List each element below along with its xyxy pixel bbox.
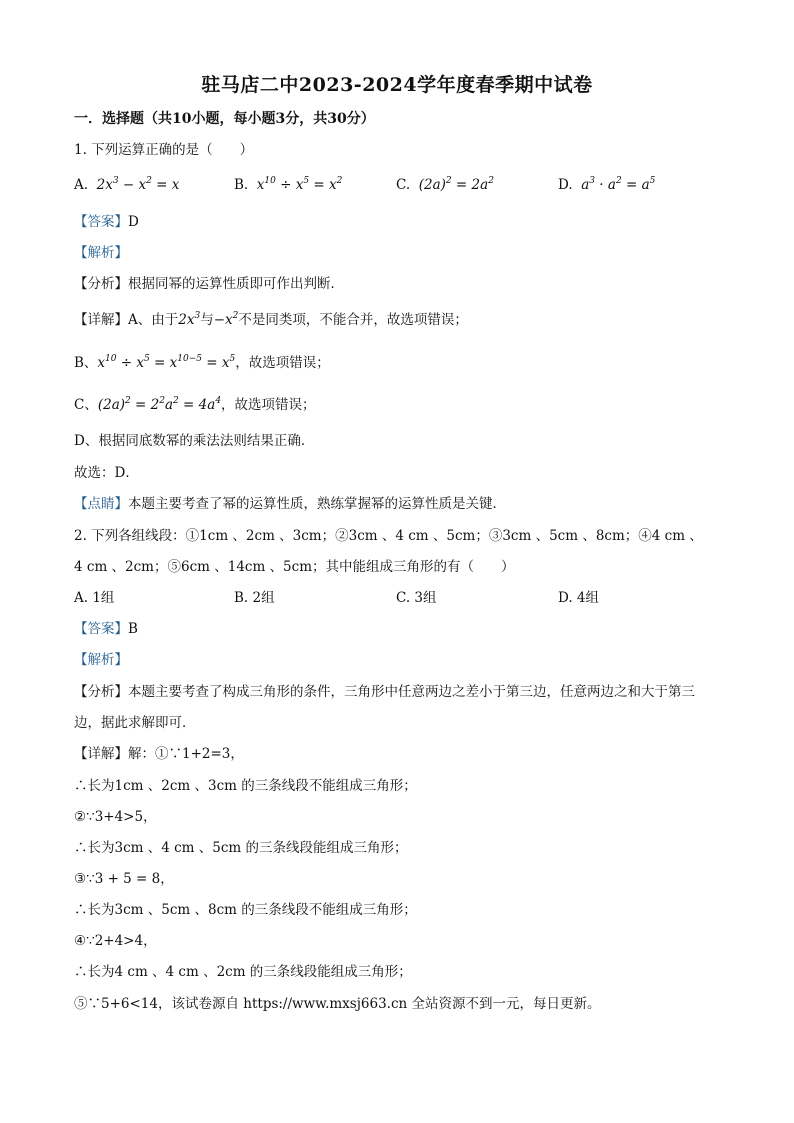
q1-option-c	[396, 176, 494, 194]
q1-answer-value: D	[128, 214, 139, 230]
analysis-tag: 【解析】	[74, 652, 128, 668]
q2-option-d: D. 4组	[558, 590, 600, 606]
q2-option-c: C. 3组	[396, 590, 437, 606]
q1-option-d-math: $a^3 \cdot a^2 = a^5$	[576, 176, 656, 193]
q2-option-b: B. 2组	[234, 590, 275, 606]
q2-step: ∴长为3cm 、5cm 、8cm 的三条线段不能组成三角形；	[74, 902, 417, 918]
q1-option-d-label: D.	[558, 177, 573, 193]
q1-dianjing	[74, 495, 506, 513]
q1-xiangjie-c-suffix: ，故选项错误；	[221, 397, 316, 413]
q2-xiangjie-step1	[74, 745, 244, 763]
q1-option-c-label: C.	[396, 177, 411, 193]
section-heading: 一．选择题（共10小题，每小题3分，共30分）	[74, 111, 375, 127]
q1-xiangjie-c	[74, 396, 316, 414]
q1-xiangjie-b-suffix: ，故选项错误；	[235, 355, 330, 371]
q2-step: ∴长为4 cm 、4 cm 、2cm 的三条线段能组成三角形；	[74, 964, 412, 980]
fenxi-tag: 【分析】	[74, 684, 128, 700]
q1-xiangjie-a-mid: 与	[200, 312, 214, 328]
q2-step: ②∵3+4>5，	[74, 809, 157, 825]
q1-stem: 1. 下列运算正确的是（ ）	[74, 142, 254, 158]
q1-xiangjie-a-suffix: 不是同类项，不能合并，故选项错误；	[238, 312, 468, 328]
q1-xiangjie-c-math: $(2a)^2 = 2^2a^2 = 4a^4$	[97, 396, 222, 413]
xiangjie-tag: 【详解】	[74, 746, 128, 762]
q1-option-a-label: A.	[74, 177, 89, 193]
xiangjie-tag: 【详解】	[74, 312, 128, 328]
q1-analysis	[74, 244, 128, 262]
q2-answer-value: B	[128, 621, 138, 637]
q1-dianjing-text: 本题主要考查了幂的运算性质，熟练掌握幂的运算性质是关键．	[128, 496, 506, 512]
q1-option-b-label: B.	[234, 177, 249, 193]
answer-tag: 【答案】	[74, 621, 128, 637]
q1-xiangjie-d: D、根据同底数幂的乘法法则结果正确．	[74, 433, 315, 449]
q2-step-last: ⑤∵5+6<14，该试卷源自 https://www.mxsj663.cn 全站资源不到一元，每日更新。	[74, 996, 601, 1012]
q2-step-text: 解：①∵1+2=3，	[128, 746, 244, 762]
answer-tag: 【答案】	[74, 214, 128, 230]
q1-guxuan: 故选：D．	[74, 465, 139, 481]
page-title: 驻马店二中2023-2024学年度春季期中试卷	[201, 74, 593, 96]
q1-xiangjie-a	[74, 311, 468, 329]
q2-step: ④∵2+4>4，	[74, 933, 157, 949]
analysis-tag: 【解析】	[74, 245, 128, 261]
q1-xiangjie-b-math: $x^{10} \div x^5 = x^{10-5} = x^5$	[97, 354, 236, 371]
q2-step: ③∵3 + 5 = 8，	[74, 871, 174, 887]
q1-xiangjie-a-term2: $-x^2$	[213, 311, 239, 328]
q1-xiangjie-b	[74, 354, 330, 372]
q1-xiangjie-b-prefix: B、	[74, 355, 98, 371]
q2-fenxi-text1: 本题主要考查了构成三角形的条件，三角形中任意两边之差小于第三边，任意两边之和大于第三	[128, 684, 695, 700]
q1-option-a	[74, 176, 179, 194]
q1-fenxi	[74, 275, 344, 293]
q1-option-d	[558, 176, 655, 194]
q2-step: ∴长为1cm 、2cm 、3cm 的三条线段不能组成三角形；	[74, 778, 417, 794]
q2-option-a: A. 1组	[74, 590, 115, 606]
q2-analysis	[74, 651, 128, 669]
q1-xiangjie-a-prefix: A、由于	[128, 312, 179, 328]
q1-option-a-math: $2x^3 - x^2 = x$	[92, 176, 180, 193]
fenxi-tag: 【分析】	[74, 276, 128, 292]
q1-xiangjie-c-prefix: C、	[74, 397, 98, 413]
q1-option-b-math: $x^{10} \div x^5 = x^2$	[252, 176, 343, 193]
q1-option-b	[234, 176, 342, 194]
q1-xiangjie-a-term1: $2x^3$	[178, 311, 201, 328]
q1-answer	[74, 213, 139, 231]
q2-answer	[74, 620, 138, 638]
q2-stem-line1: 2. 下列各组线段：①1cm 、2cm 、3cm；②3cm 、4 cm 、5cm；③3cm 、5cm 、8cm；④4 cm 、	[74, 528, 703, 544]
q2-fenxi-line1	[74, 683, 695, 701]
q2-step: ∴长为3cm 、4 cm 、5cm 的三条线段能组成三角形；	[74, 840, 408, 856]
q1-fenxi-text: 根据同幂的运算性质即可作出判断．	[128, 276, 344, 292]
q2-stem-line2: 4 cm 、2cm；⑤6cm 、14cm 、5cm；其中能组成三角形的有（ ）	[74, 559, 515, 575]
q2-fenxi-line2: 边，据此求解即可．	[74, 715, 196, 731]
q1-option-c-math: $(2a)^2 = 2a^2$	[414, 176, 494, 193]
dianjing-tag: 【点睛】	[74, 496, 128, 512]
